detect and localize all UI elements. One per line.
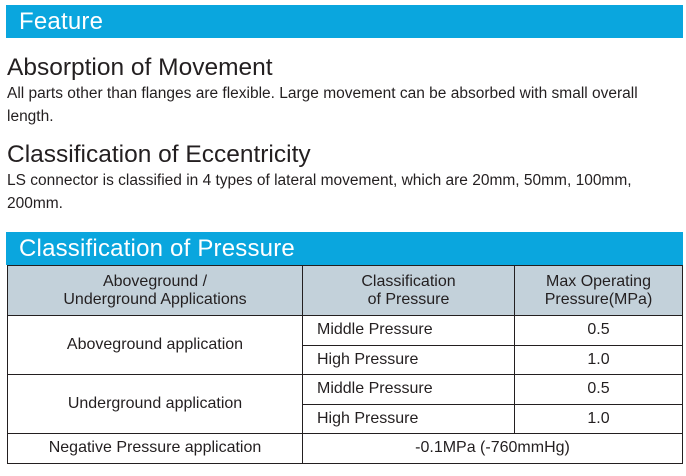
feature-section-bar xyxy=(6,5,683,38)
pressure-value-cell: 0.5 xyxy=(515,316,683,346)
header-classification xyxy=(303,266,515,316)
table-row xyxy=(8,434,683,464)
header-application-line2: Underground Applications xyxy=(63,290,247,308)
negative-pressure-value-cell: -0.1MPa (-760mmHg) xyxy=(303,434,683,464)
eccentricity-heading: Classification of Eccentricity xyxy=(7,141,311,168)
table-row xyxy=(8,375,683,405)
classification-cell: High Pressure xyxy=(303,404,515,434)
header-application-line1: Aboveground / xyxy=(102,272,208,290)
classification-cell: High Pressure xyxy=(303,345,515,375)
header-classification-line2: of Pressure xyxy=(367,290,450,308)
pressure-classification-table xyxy=(7,265,683,464)
aboveground-application-cell: Aboveground application xyxy=(8,316,303,375)
feature-title: Feature xyxy=(19,8,104,35)
underground-application-cell: Underground application xyxy=(8,375,303,434)
header-classification-line1: Classification xyxy=(361,272,456,290)
header-application xyxy=(8,266,303,316)
absorption-heading: Absorption of Movement xyxy=(7,54,273,81)
header-max-pressure xyxy=(515,266,683,316)
pressure-value-cell: 1.0 xyxy=(515,404,683,434)
eccentricity-text: LS connector is classified in 4 types of lateral movement, which are 20mm, 50mm, 100mm, 200mm. xyxy=(7,172,632,212)
pressure-value-cell: 1.0 xyxy=(515,345,683,375)
classification-cell: Middle Pressure xyxy=(303,375,515,405)
table-row xyxy=(8,316,683,346)
table-header-row xyxy=(8,266,683,316)
negative-application-cell: Negative Pressure application xyxy=(8,434,303,464)
pressure-section-bar xyxy=(6,232,683,265)
pressure-value-cell: 0.5 xyxy=(515,375,683,405)
classification-cell: Middle Pressure xyxy=(303,316,515,346)
header-max-pressure-line1: Max Operating xyxy=(546,272,651,290)
pressure-title: Classification of Pressure xyxy=(19,235,295,262)
header-max-pressure-line2: Pressure(MPa) xyxy=(544,290,653,308)
absorption-text: All parts other than flanges are flexible. Large movement can be absorbed with small overall length. xyxy=(7,85,638,125)
